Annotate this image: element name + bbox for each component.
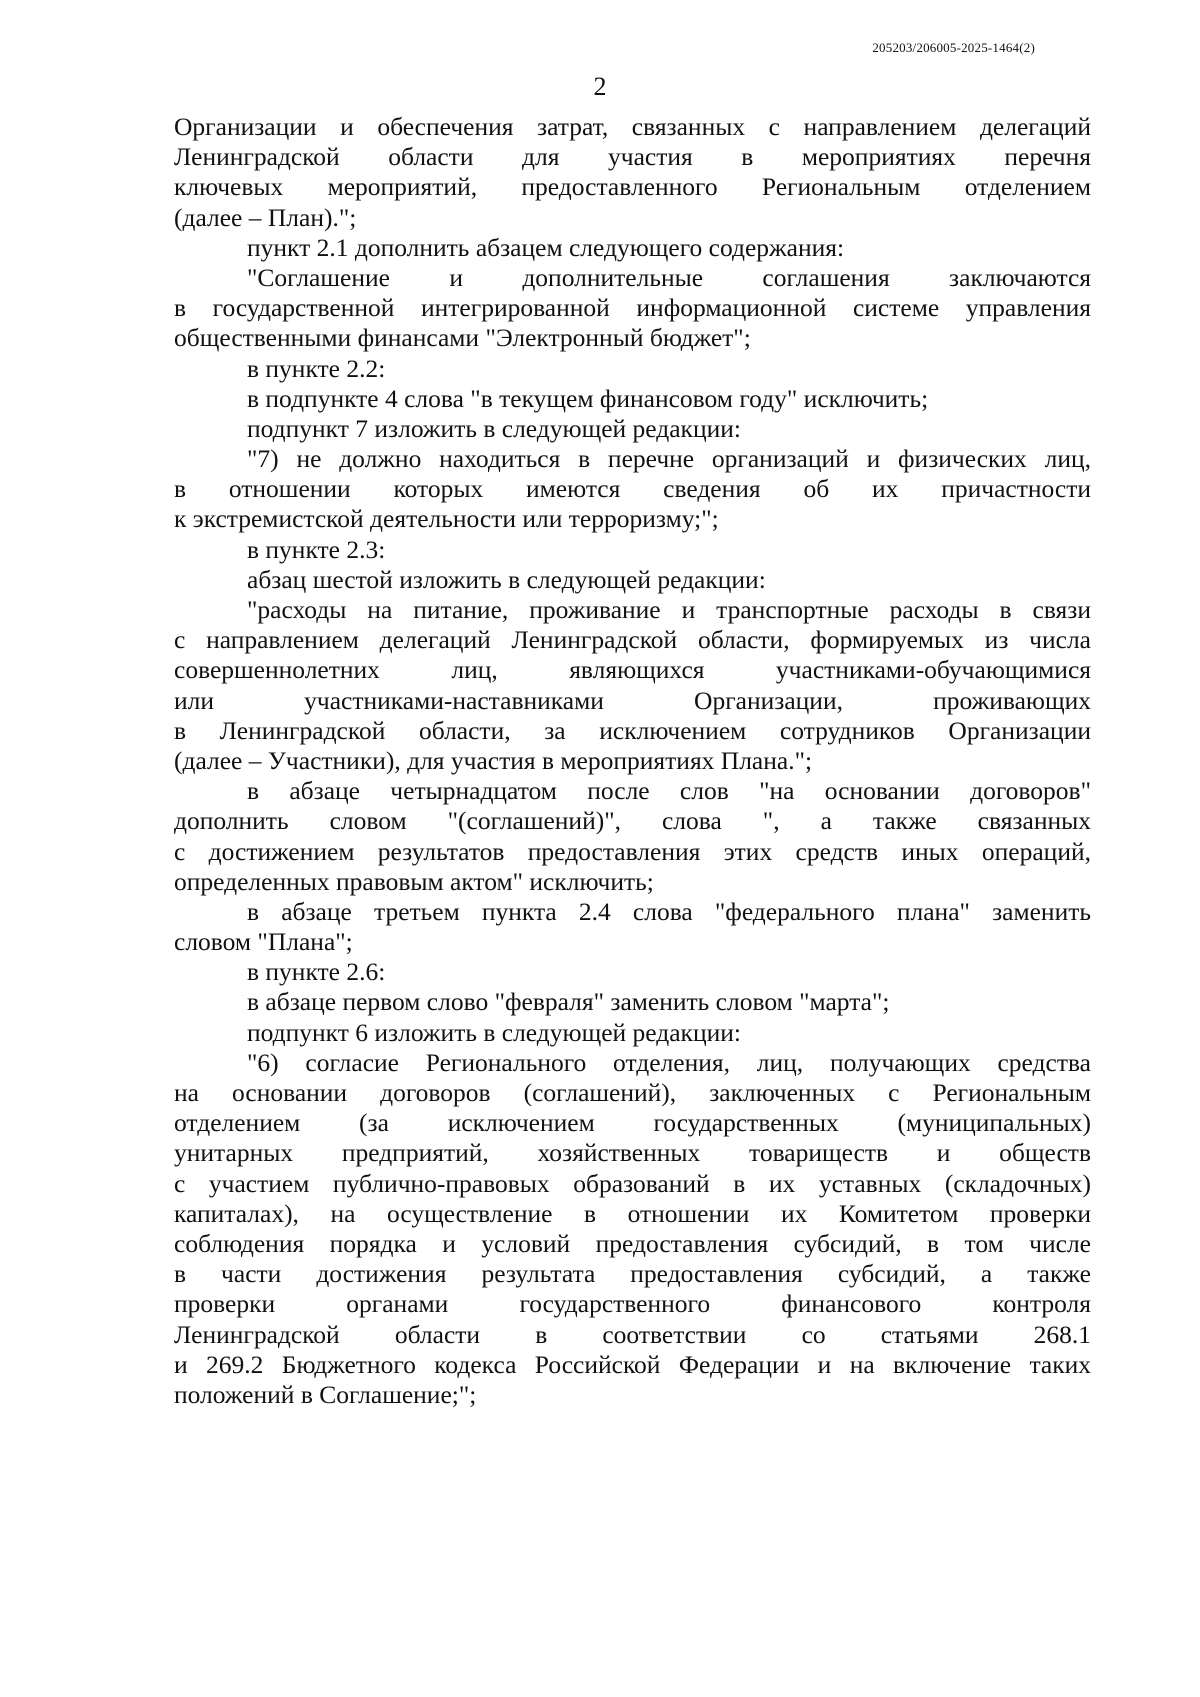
- text-line: положений в Соглашение;";: [174, 1379, 477, 1409]
- text-line: в абзаце четырнадцатом после слов "на основании договоров": [247, 776, 1091, 806]
- text-line: проверки органами государственного финансового контроля: [174, 1289, 1091, 1319]
- text-line: пункт 2.1 дополнить абзацем следующего содержания:: [247, 232, 845, 262]
- paragraph: [174, 897, 1091, 957]
- text-line: в подпункте 4 слова "в текущем финансовом году" исключить;: [247, 383, 929, 413]
- page-number: 2: [593, 72, 607, 101]
- text-line: определенных правовым актом" исключить;: [174, 866, 654, 896]
- text-line: с участием публично-правовых образований в их уставных (складочных): [174, 1168, 1091, 1198]
- text-line: абзац шестой изложить в следующей редакции:: [247, 564, 766, 594]
- text-line: в пункте 2.2:: [247, 353, 386, 383]
- text-line: совершеннолетних лиц, являющихся участниками-обучающимися: [174, 655, 1091, 685]
- text-line: подпункт 7 изложить в следующей редакции:: [247, 413, 741, 443]
- text-line: Ленинградской области для участия в мероприятиях перечня: [174, 142, 1091, 172]
- text-line: с направлением делегаций Ленинградской области, формируемых из числа: [174, 625, 1091, 655]
- text-line: в части достижения результата предоставления субсидий, а также: [174, 1259, 1091, 1289]
- text-line: "Соглашение и дополнительные соглашения заключаются: [247, 262, 1091, 292]
- text-line: в отношении которых имеются сведения об их причастности: [174, 474, 1091, 504]
- paragraph: [174, 987, 1091, 1017]
- text-line: Ленинградской области в соответствии со статьями 268.1: [174, 1319, 1091, 1349]
- text-line: в Ленинградской области, за исключением сотрудников Организации: [174, 715, 1091, 745]
- text-line: с достижением результатов предоставления этих средств иных операций,: [174, 836, 1091, 866]
- document-registration-number: 205203/206005-2025-1464(2): [872, 40, 1035, 55]
- paragraph: [174, 1048, 1091, 1410]
- paragraph: [174, 263, 1091, 354]
- text-line: в государственной интегрированной информационной системе управления: [174, 293, 1091, 323]
- text-line: унитарных предприятий, хозяйственных товариществ и обществ: [174, 1138, 1091, 1168]
- paragraph: [174, 535, 1091, 565]
- text-line: к экстремистской деятельности или терроризму;";: [174, 504, 719, 534]
- text-line: подпункт 6 изложить в следующей редакции:: [247, 1017, 741, 1047]
- paragraph: [174, 776, 1091, 897]
- paragraph: [174, 233, 1091, 263]
- paragraph: [174, 957, 1091, 987]
- paragraph: [174, 1018, 1091, 1048]
- text-line: общественными финансами "Электронный бюджет";: [174, 323, 751, 353]
- paragraph: [174, 595, 1091, 776]
- text-line: в пункте 2.3:: [247, 534, 386, 564]
- text-line: и 269.2 Бюджетного кодекса Российской Федерации и на включение таких: [174, 1349, 1091, 1379]
- paragraph: [174, 414, 1091, 444]
- paragraph: [174, 565, 1091, 595]
- text-line: на основании договоров (соглашений), заключенных с Региональным: [174, 1078, 1091, 1107]
- text-line: капиталах), на осуществление в отношении их Комитетом проверки: [174, 1198, 1091, 1228]
- paragraph: [174, 444, 1091, 535]
- text-line: ключевых мероприятий, предоставленного Региональным отделением: [174, 172, 1091, 202]
- text-line: в абзаце первом слово "февраля" заменить словом "марта";: [247, 987, 890, 1017]
- text-line: (далее – План).";: [174, 202, 357, 232]
- text-line: или участниками-наставниками Организации, проживающих: [174, 685, 1091, 715]
- paragraph: [174, 384, 1091, 414]
- text-line: соблюдения порядка и условий предоставления субсидий, в том числе: [174, 1228, 1091, 1258]
- text-line: "6) согласие Регионального отделения, лиц, получающих средства: [247, 1047, 1091, 1077]
- text-line: Организации и обеспечения затрат, связанных с направлением делегаций: [174, 112, 1091, 141]
- text-line: в пункте 2.6:: [247, 957, 386, 987]
- text-line: "7) не должно находиться в перечне организаций и физических лиц,: [247, 444, 1091, 474]
- text-line: в абзаце третьем пункта 2.4 слова "федерального плана" заменить: [247, 896, 1091, 926]
- text-line: (далее – Участники), для участия в мероприятиях Плана.";: [174, 745, 813, 775]
- paragraph: [174, 354, 1091, 384]
- text-line: дополнить словом "(соглашений)", слова ", а также связанных: [174, 806, 1091, 836]
- text-line: "расходы на питание, проживание и транспортные расходы в связи: [247, 595, 1091, 624]
- text-line: словом "Плана";: [174, 927, 353, 957]
- text-line: отделением (за исключением государственных (муниципальных): [174, 1108, 1091, 1138]
- document-body: [174, 112, 1091, 1410]
- paragraph: [174, 112, 1091, 233]
